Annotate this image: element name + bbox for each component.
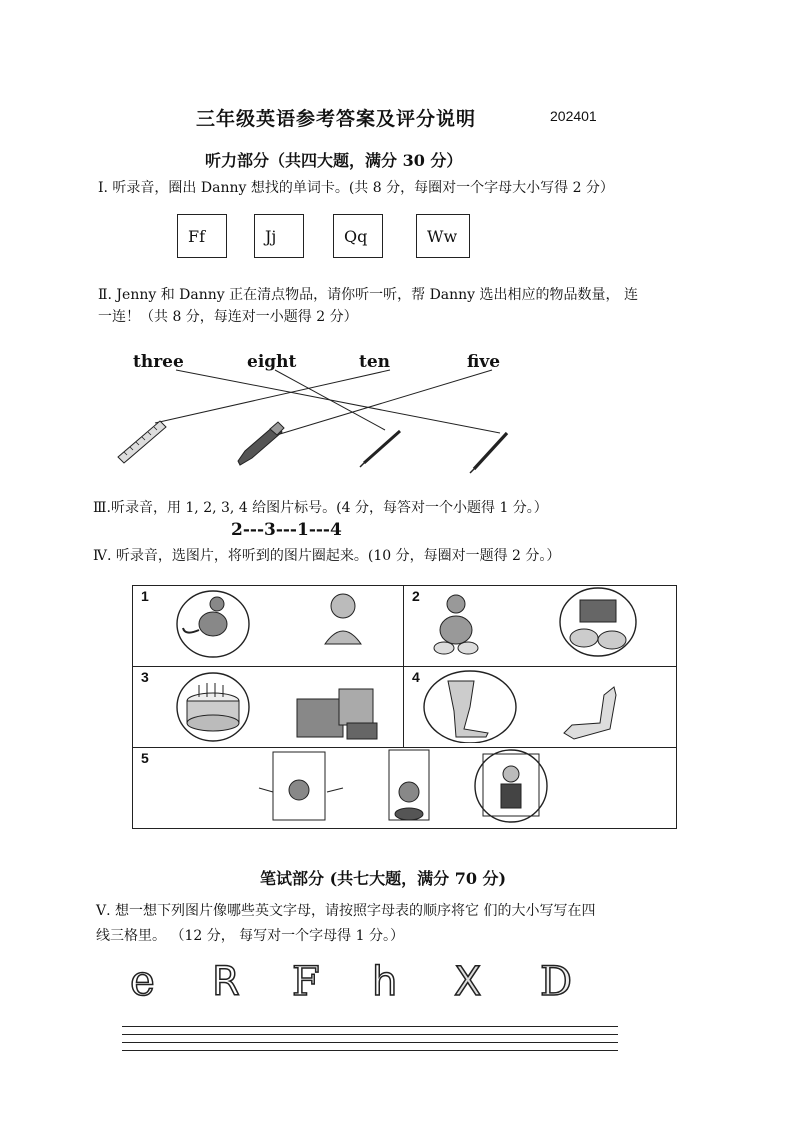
- cell-3-pictures: [133, 667, 403, 743]
- grid-cell-2: [404, 586, 677, 667]
- cell-5-pictures: [133, 748, 675, 824]
- question-2-text-line2: 一连！（共 8 分，每连对一小题得 2 分）: [98, 309, 358, 325]
- word-card-ww: Ww: [416, 214, 470, 258]
- girl-icon: [325, 594, 361, 644]
- cell-number: 4: [412, 669, 420, 685]
- matching-lines: [155, 370, 500, 437]
- word-three: three: [133, 352, 184, 372]
- question-3-answer: 2---3---1---4: [231, 520, 342, 540]
- grid-cell-5: [133, 748, 677, 829]
- question-2-text-line1: Ⅱ. Jenny 和 Danny 正在清点物品，请你听一听，帮 Danny 选出相应的物品数量， 连: [98, 287, 638, 303]
- letter-pictures: [120, 955, 610, 1005]
- question-1-text: Ⅰ. 听录音，圈出 Danny 想找的单词卡。(共 8 分，每圈对一个字母大小写得 2 分）: [98, 180, 614, 196]
- letter-picture-r-icon: R: [212, 959, 240, 1005]
- door-closing-icon: [259, 752, 343, 820]
- cell-4-pictures: [404, 667, 676, 743]
- gift-boxes-icon: [297, 689, 377, 739]
- cell-2-pictures: [404, 586, 676, 662]
- word-five: five: [467, 352, 501, 372]
- word-card-jj: Jj: [254, 214, 304, 258]
- grid-cell-3: [133, 667, 404, 748]
- birthday-cake-icon: [187, 683, 239, 731]
- page-title: 三年级英语参考答案及评分说明: [196, 108, 477, 130]
- picture-grid: [132, 585, 677, 829]
- grid-cell-4: [404, 667, 677, 748]
- letter-picture-f-icon: F: [292, 959, 320, 1005]
- boy-at-door-icon: [483, 754, 539, 816]
- door-opening-icon: [389, 750, 429, 820]
- letter-picture-h-icon: h: [372, 959, 398, 1005]
- letter-picture-d-icon: D: [540, 959, 573, 1005]
- letter-picture-e-icon: e: [130, 956, 155, 1005]
- dinosaur-running-icon: [183, 597, 227, 636]
- question-5-text-line1: Ⅴ. 想一想下列图片像哪些英文字母，请按照字母表的顺序将它 们的大小写写在四: [96, 903, 596, 919]
- written-section-title: 笔试部分 (共七大题，满分 70 分): [260, 869, 507, 888]
- arm-icon: [564, 687, 616, 739]
- question-5-text-line2: 线三格里。 （12 分， 每写对一个字母得 1 分。）: [96, 928, 404, 944]
- cell-number: 5: [141, 750, 149, 766]
- shoes-icon: [570, 600, 626, 649]
- writing-line: [122, 1050, 618, 1051]
- writing-line: [122, 1042, 618, 1050]
- ruler-icon: [118, 421, 166, 463]
- dinosaur-cap-icon: [434, 595, 478, 654]
- cell-1-pictures: [133, 586, 403, 662]
- word-card-qq: Qq: [333, 214, 383, 258]
- listening-section-title: 听力部分（共四大题，满分 30 分）: [205, 151, 463, 170]
- cell-number: 2: [412, 588, 420, 604]
- matching-diagram: [110, 365, 550, 475]
- word-eight: eight: [247, 352, 297, 372]
- cell-number: 1: [141, 588, 149, 604]
- pen-icon: [470, 433, 507, 473]
- question-4-text: Ⅳ. 听录音，选图片，将听到的图片圈起来。(10 分，每圈对一题得 2 分。）: [93, 548, 561, 564]
- cell-number: 3: [141, 669, 149, 685]
- writing-line: [122, 1026, 618, 1034]
- word-card-ff: Ff: [177, 214, 227, 258]
- document-code: 202401: [550, 108, 597, 124]
- marker-icon: [238, 422, 284, 465]
- four-line-writing-grid[interactable]: [122, 1026, 618, 1051]
- leg-icon: [448, 681, 488, 737]
- pencil-icon: [360, 431, 400, 467]
- writing-line: [122, 1034, 618, 1042]
- question-3-text: Ⅲ.听录音，用 1, 2, 3, 4 给图片标号。(4 分，每答对一个小题得 1 分。）: [93, 500, 548, 516]
- letter-picture-x-icon: X: [454, 959, 482, 1005]
- word-ten: ten: [359, 352, 391, 372]
- grid-cell-1: [133, 586, 404, 667]
